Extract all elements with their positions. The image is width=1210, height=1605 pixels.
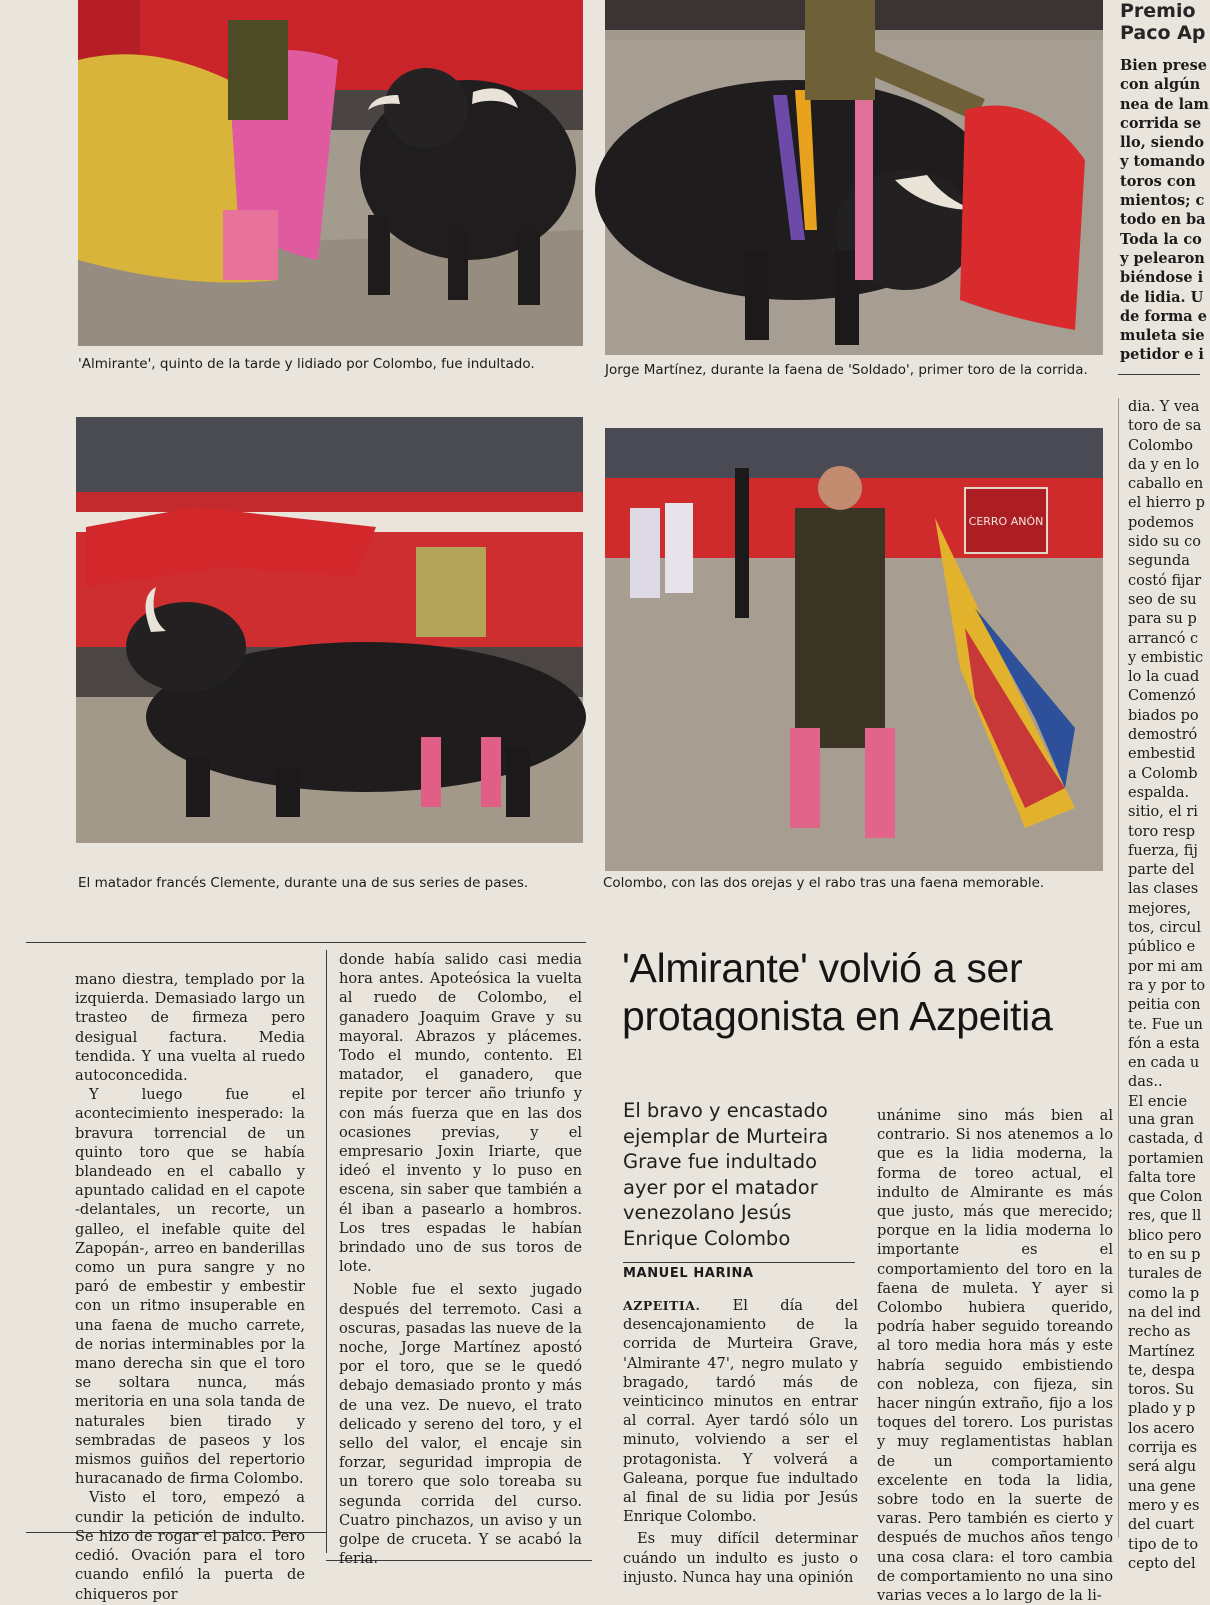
right-strip-line: espalda. — [1128, 784, 1190, 801]
right-strip-line: fón a esta — [1128, 1035, 1200, 1052]
right-strip-line: castada, d — [1128, 1131, 1204, 1148]
column-rule — [326, 950, 327, 1553]
right-strip-line: las clases — [1128, 881, 1199, 898]
article-headline: 'Almirante' volvió a ser protagonista en Azpeitia — [622, 945, 1053, 1039]
right-strip-rule-2 — [1118, 398, 1119, 1538]
right-strip-line: el hierro p — [1128, 495, 1205, 512]
right-strip-line: seo de su — [1128, 591, 1197, 608]
right-strip-line: falta tore — [1128, 1169, 1196, 1186]
section-rule-left — [26, 942, 586, 943]
right-strip-line: arrancó c — [1128, 630, 1199, 647]
right-strip-line: res, que ll — [1128, 1208, 1202, 1225]
right-strip-line: para su p — [1128, 611, 1197, 628]
col1-paragraph-1: mano diestra, templado por la izquierda. Demasiado largo un trasteo de firmeza pero desigual factura. Media tendida. Y una vuelta al ruedo autoconcedida. — [75, 971, 305, 1085]
col3-paragraph-1-text: El día del desencajonamiento de la corrida de Murteira Grave, 'Almirante 47', negro mulato y bragado, tardó más de veinticinco minutos en entrar al corral. Ayer tardó sólo un minuto, volviendo a ser el protagonista. Y volverá a Galeana, porque fue indultado al final de su lidia por Jesús Enrique Colombo. — [623, 1297, 858, 1526]
right-strip-line: los acero — [1128, 1420, 1195, 1437]
right-strip-line: Colombo — [1128, 437, 1193, 454]
col2-paragraph-1: donde había salido casi media hora antes. Apoteósica la vuelta al ruedo de Colombo, el ganadero Joaquim Grave y su mayoral. Abrazos y plácemes. Todo el mundo, contento. El matador, el ganadero, que repite por tercer año triunfo y con más fuerza que en las dos ocasiones previas, y el empresario Joxin Iriarte, que ideó el invento y lo puso en escena, sin saber que también a él iban a pasearlo a hombros. Los tres espadas le habían brindado uno de sus toros de lote. — [339, 951, 582, 1276]
cerro-anon-sign: CERRO ANÓN — [968, 515, 1044, 528]
right-strip-line: Bien prese — [1120, 57, 1207, 74]
photo-clemente-passes — [76, 417, 583, 843]
article-column-3 — [623, 1296, 858, 1586]
right-strip-line: como la p — [1128, 1285, 1200, 1302]
right-strip-line: ra y por to — [1128, 977, 1206, 994]
right-strip-line: biados po — [1128, 707, 1199, 724]
right-strip-line: una gran — [1128, 1112, 1195, 1128]
right-strip-line: tipo de to — [1128, 1536, 1199, 1553]
right-strip-line: público e — [1128, 939, 1196, 956]
right-strip-line: sido su co — [1128, 534, 1201, 551]
dateline-place: AZPEITIA. — [623, 1298, 701, 1313]
right-strip-line: lo la cuad — [1128, 669, 1200, 686]
right-strip-line: Comenzó — [1128, 688, 1196, 705]
right-strip-line: con algún — [1120, 76, 1201, 94]
right-strip-line: corrija es — [1128, 1440, 1198, 1457]
right-strip-rule-1 — [1118, 374, 1200, 375]
article-column-2 — [339, 950, 582, 1568]
right-strip-line: blico pero — [1128, 1227, 1202, 1244]
photo-colombo-trophies — [605, 428, 1103, 871]
right-strip-line: todo en ba — [1120, 211, 1206, 229]
right-strip-line: te. Fue un — [1128, 1016, 1203, 1033]
right-strip-line: Martínez — [1128, 1343, 1195, 1360]
right-strip-line: en cada u — [1128, 1055, 1200, 1072]
col3-paragraph-1 — [623, 1296, 858, 1526]
right-strip-line: petidor e i — [1120, 346, 1204, 364]
right-strip-line: fuerza, fij — [1128, 842, 1198, 859]
right-strip-line: toros. Su — [1128, 1382, 1195, 1399]
article-deck: El bravo y encastado ejemplar de Murteira Grave fue indultado ayer por el matador venezolano Jesús Enrique Colombo — [623, 1099, 829, 1250]
right-strip-line: biéndose i — [1120, 269, 1204, 287]
article-column-1 — [75, 970, 305, 1603]
right-strip-line: demostró — [1128, 727, 1198, 744]
article-byline: MANUEL HARINA — [623, 1266, 754, 1281]
right-strip-line: muleta sie — [1120, 327, 1205, 345]
right-strip-line: peitia con — [1128, 997, 1201, 1014]
right-heading-line-2: Paco Ap — [1120, 22, 1206, 44]
photo-almirante-bull — [78, 0, 583, 346]
right-strip-line: llo, siendo — [1120, 134, 1205, 152]
right-strip-line: a Colomb — [1128, 765, 1198, 782]
right-strip-line: portamien — [1128, 1150, 1204, 1167]
col2-paragraph-2: Noble fue el sexto jugado después del terremoto. Casi a oscuras, pasadas las nueve de la noche, Jorge Martínez apostó por el toro, que se le quedó debajo demasiado pronto y más de una vez. De nuevo, el trato delicado y sereno del toro, y el sello del valor, el encaje sin forzar, seguridad impropia de un torero que solo toreaba su segunda corrida del curso. Cuatro pinchazos, un aviso y un golpe de cruceta. Y se acabó la feria. — [339, 1281, 582, 1568]
right-strip-line: y tomando — [1120, 153, 1205, 171]
right-strip-bold-text — [1120, 56, 1210, 365]
right-strip-line: da y en lo — [1128, 456, 1200, 473]
right-strip-line: turales de — [1128, 1266, 1202, 1283]
right-strip-line: que Colon — [1128, 1189, 1203, 1206]
right-strip-line: y pelearon — [1120, 249, 1205, 267]
right-strip-line: por mi am — [1128, 958, 1203, 975]
right-strip-line: mero y es — [1128, 1497, 1200, 1514]
right-strip-line: parte del — [1128, 862, 1195, 879]
right-strip-line: Toda la co — [1120, 230, 1202, 248]
right-strip-line: toro de sa — [1128, 418, 1202, 435]
right-strip-upper-text — [1128, 398, 1208, 1112]
right-strip-line: segunda — [1128, 553, 1190, 570]
right-strip-lower-text — [1128, 1111, 1208, 1574]
right-strip-line: El encie — [1128, 1093, 1188, 1110]
right-strip-line: sitio, el ri — [1128, 804, 1198, 821]
right-strip-line: embestid — [1128, 746, 1196, 763]
photo4-caption: Colombo, con las dos orejas y el rabo tras una faena memorable. — [603, 875, 1045, 891]
col4-paragraph-1: unánime sino más bien al contrario. Si nos atenemos a lo que es la lidia moderna, la forma de toreo actual, el indulto de Almirante es más que justo, más que merecido; porque en la lidia moderna lo importante es el comportamiento del toro en la faena de muleta. Y ayer si Colombo hubiera querido, podría haber seguido toreando al toro media hora más y este habría seguido embistiendo con nobleza, con fijeza, sin hacer ningún extraño, fijo a los toques del torero. Los puristas y muy reglamentistas hablan de un comportamiento excelente en toda la lidia, sobre todo en la suerte de varas. Pero también es cierto y después de muchos años tengo una cosa clara: el toro cambia de comportamiento no una sino varias veces a lo largo de la li- — [877, 1107, 1113, 1605]
right-strip-line: una gene — [1128, 1478, 1196, 1495]
right-strip-line: mientos; c — [1120, 192, 1205, 210]
byline-rule — [623, 1262, 855, 1263]
col1-paragraph-3: Visto el toro, empezó a cundir la petición de indulto. Se hizo de rogar el palco. Pero cedió. Ovación para el toro cuando enfiló la puerta de chiqueros por — [75, 1489, 305, 1603]
right-strip-line: toros con — [1120, 172, 1196, 190]
right-strip-line: será algu — [1128, 1459, 1197, 1476]
right-strip-line: costó fijar — [1128, 572, 1202, 589]
photo2-caption: Jorge Martínez, durante la faena de 'Soldado', primer toro de la corrida. — [605, 362, 1088, 378]
right-strip-heading — [1120, 0, 1210, 44]
right-strip-line: corrida se — [1120, 114, 1202, 132]
right-strip-line: de lidia. U — [1120, 288, 1204, 306]
right-strip-line: y embistic — [1128, 649, 1204, 666]
right-strip-line: plado y p — [1128, 1401, 1196, 1418]
right-strip-line: del cuart — [1128, 1517, 1194, 1534]
right-strip-line: dia. Y vea — [1128, 399, 1200, 415]
right-strip-line: das.. — [1128, 1074, 1163, 1091]
right-strip-line: mejores, — [1128, 900, 1192, 917]
right-strip-line: to en su p — [1128, 1247, 1201, 1264]
photo1-caption: 'Almirante', quinto de la tarde y lidiado por Colombo, fue indultado. — [78, 356, 535, 372]
right-strip-line: recho as — [1128, 1324, 1191, 1341]
right-strip-line: tos, circul — [1128, 920, 1202, 937]
right-strip-line: toro resp — [1128, 823, 1196, 840]
right-strip-line: cepto del — [1128, 1555, 1196, 1572]
right-strip-line: caballo en — [1128, 476, 1204, 493]
right-strip-line: na del ind — [1128, 1304, 1201, 1321]
right-strip-line: de forma e — [1120, 307, 1207, 325]
photo3-caption: El matador francés Clemente, durante una de sus series de pases. — [78, 875, 529, 891]
right-strip-line: podemos — [1128, 514, 1194, 531]
article-column-4 — [877, 1106, 1113, 1605]
col3-paragraph-2: Es muy difícil determinar cuándo un indulto es justo o injusto. Nunca hay una opinión — [623, 1530, 858, 1586]
right-strip-line: te, despa — [1128, 1362, 1195, 1379]
right-strip-line: nea de lam — [1120, 95, 1209, 113]
col1-paragraph-2: Y luego fue el acontecimiento inesperado: la bravura torrencial de un quinto toro que se había blandeado en el caballo y apuntado calidad en el capote -delantales, un recorte, un galleo, el inefable quite del Zapopán-, arreo en banderillas como un pura sangre y no paró de embestir y embestir con un ritmo insuperable en una faena de mucho carrete, de norias interminables por la mano derecha sin que el toro se soltara nunca, más meritoria en una sola tanda de naturales bien tirado y sembradas de paseos y los mismos guiños del repertorio huracanado de firma Colombo. — [75, 1086, 305, 1488]
photo-martinez-soldado — [605, 0, 1103, 355]
right-heading-line-1: Premio — [1120, 0, 1196, 22]
